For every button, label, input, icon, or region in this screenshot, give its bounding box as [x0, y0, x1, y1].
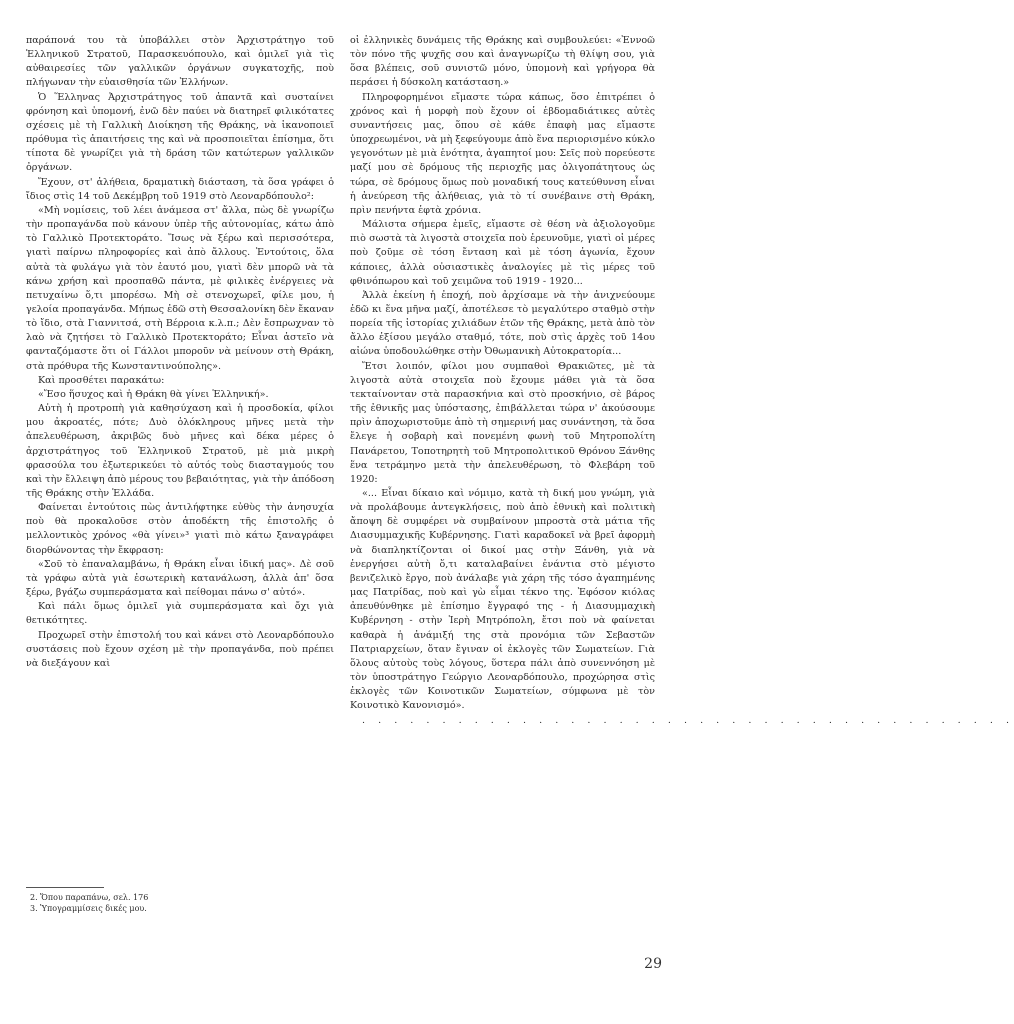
left-column-paragraph: Προχωρεῖ στὴν ἐπιστολή του καὶ κάνει στὸ Λεοναρδόπουλο συστάσεις ποὺ ἔχουν σχέση μὲ τὴν προπαγάνδα, ποὺ πρέπει νὰ διεξάγουν καὶ — [26, 629, 334, 669]
ellipsis-separator: . . . . . . . . . . . . . . . . . . . . . . . . . . . . . . . . . . . . . . . . . — [362, 714, 1014, 726]
right-column-paragraph: «... Εἶναι δίκαιο καὶ νόμιμο, κατὰ τὴ δική μου γνώμη, γιὰ νὰ προλάβουμε ἀντεγκλήσεις, ποὺ ἀπὸ ἐθνικὴ καὶ πολιτικὴ ἄποψη δὲ συμφέρει νὰ συμβαίνουν μπροστὰ στὰ μάτια τῆς Διασυμμαχικῆς Κυβέρνησης. Γιατὶ καραδοκεῖ νὰ βρεῖ ἀφορμὴ νὰ διαπληκτίζονται οἱ δικοί μας στὴν Ξάνθη, γιὰ νὰ ἐνεργήσει αὐτὴ ὅ,τι καταλαβαίνει ἐνάντια στὸ μέγιστο βενιζελικὸ ἔργο, ποὺ ἀνάλαβε γιὰ χάρη τῆς τόσο ἀγαπημένης μας Πατρίδας, ποὺ καὶ γὼ εἶμαι τέκνο της. Ἐφόσον κιόλας ἀπευθύνθηκε μὲ ἐπίσημο ἔγγραφό της - ἡ Διασυμμαχικὴ Κυβέρνηση - στὴν Ἱερὴ Μητρόπολη, ἔτσι ποὺ νὰ φαίνεται καθαρὰ ἡ ἀνάμιξή της στὰ προνόμια τῶν Σεβαστῶν Πατριαρχείων, ὅταν ἔγιναν οἱ ἐκλογὲς τῶν Σωματείων. Γιὰ ὅλους αὐτοὺς τοὺς λόγους, ὕστερα πάλι ἀπὸ συνεννόηση μὲ τὸν ὑποστράτηγο Γεώργιο Λεοναρδόπουλο, προχώρησα στὶς ἐκλογὲς τῶν Κοινοτικῶν Σωματείων, σύμφωνα μὲ τὸν Κοινοτικὸ Κανονισμό». — [350, 488, 655, 712]
right-column-paragraph: Μάλιστα σήμερα ἐμεῖς, εἴμαστε σὲ θέση νὰ ἀξιολογοῦμε πιὸ σωστὰ τὰ λιγοστὰ στοιχεῖα ποὺ ἐρευνοῦμε, γιατὶ οἱ μέρες ποὺ ζοῦμε σὲ τόση ἔνταση καὶ μὲ τόση ἀγωνία, ἔχουν κάποιες, ἀλλὰ οὐσιαστικὲς ἀναλογίες μὲ τὶς μέρες τοῦ φθινόπωρου καὶ τοῦ χειμῶνα τοῦ 1919 - 1920... — [350, 219, 655, 287]
left-column-paragraph: Ἔχουν, στ' ἀλήθεια, δραματικὴ διάσταση, τὰ ὅσα γράφει ὁ ἴδιος στὶς 14 τοῦ Δεκέμβρη τοῦ 1919 στὸ Λεοναρδόπουλο²: — [26, 176, 334, 202]
footnote-3: 3. Ὑπογραμμίσεις δικές μου. — [30, 904, 147, 913]
left-column-paragraph: παράπονά του τὰ ὑποβάλλει στὸν Ἀρχιστράτηγο τοῦ Ἑλληνικοῦ Στρατοῦ, Παρασκευόπουλο, καὶ ὁμιλεῖ γιὰ τὶς αὐθαιρεσίες τῶν γαλλικῶν ὀργάνων συγκατοχῆς, ποὺ πλήγωναν τὴν εὐαισθησία τῶν Ἑλλήνων. — [26, 35, 334, 89]
right-column-paragraph: Ἀλλὰ ἐκείνη ἡ ἐποχή, ποὺ ἀρχίσαμε νὰ τὴν ἀνιχνεύουμε ἐδῶ κι ἕνα μῆνα μαζί, ἀποτέλεσε τὸ μεγαλύτερο σταθμὸ στὴν πορεία τῆς ἱστορίας χιλιάδων ἐτῶν τῆς Θράκης, μετὰ ἀπὸ τὸν ἄλλο ἐξίσου μεγάλο σταθμό, τότε, ποὺ στὶς ἀρχὲς τοῦ 14ου αἰώνα ὑποδουλώθηκε στὴν Ὀθωμανικὴ Αὐτοκρατορία... — [350, 289, 655, 358]
left-column-paragraph: «Μὴ νομίσεις, τοῦ λέει ἀνάμεσα στ' ἄλλα, πὼς δὲ γνωρίζω τὴν προπαγάνδα ποὺ κάνουν ὑπὲρ τῆς αὐτονομίας, κάτω ἀπὸ τὸ Γαλλικὸ Προτεκτοράτο. Ἴσως νὰ ξέρω καὶ περισσότερα, γιατὶ παίρνω πληροφορίες καὶ ἀπὸ ἄλλους. Ἐντούτοις, ὅλα αὐτὰ τὰ φυλάγω γιὰ τὸν ἑαυτό μου, γιατὶ δὲν μπορῶ νὰ τὰ κάνω χρήση καὶ προσπαθῶ πάντα, μὲ φιλικὲς ἐνέργειες νὰ πετυχαίνω ὅ,τι μπορέσω. Μὴ σὲ στενοχωρεῖ, φίλε μου, ἡ γελοία προπαγάνδα. Μήπως ἐδῶ στὴ Θεσσαλονίκη δὲν ἔκαναν τὸ ἴδιο, στὰ Γιαννιτσά, στὴ Βέρροια κ.λ.π.; Δὲν ἔσπρωχναν τὸ λαὸ νὰ ζητήσει τὸ Γαλλικὸ Προτεκτοράτο; Εἶναι ἀστεῖο νὰ φανταζόμαστε ὅτι οἱ Γάλλοι μποροῦν νὰ μείνουν στὴ Θράκη, στὰ πρόθυρα τῆς Κωνσταντινούπολης». — [26, 204, 334, 372]
left-column-paragraph: «Ἔσο ἥσυχος καὶ ἡ Θράκη θὰ γίνει Ἑλληνική». — [38, 388, 269, 400]
footnotes — [30, 892, 320, 914]
footnote-rule — [26, 887, 104, 888]
left-column-paragraph: Φαίνεται ἐντούτοις πὼς ἀντιλήφτηκε εὐθὺς τὴν ἀνησυχία ποὺ θὰ προκαλοῦσε στὸν ἀποδέκτη τῆς ἐπιστολῆς ὁ μελλοντικὸς χρόνος «θὰ γίνει»³ γιατὶ πιὸ κάτω ξαναγράφει διορθώνοντας τὴν ἔκφραση: — [26, 502, 334, 556]
left-column-paragraph: Αὐτὴ ἡ προτροπὴ γιὰ καθησύχαση καὶ ἡ προσδοκία, φίλοι μου ἀκροατές, πότε; Δυὸ ὁλόκληρους μῆνες μετὰ τὴν ἀπελευθέρωση, ἀκριβῶς δυὸ μῆνες καὶ δέκα μέρες ὁ ἀρχιστράτηγος τοῦ Ἑλληνικοῦ Στρατοῦ, μὲ μιὰ μικρὴ φρασούλα του ἐξωτερικεύει τὸ αὐτός τοὺς διασταγμούς του καὶ τὴν ἔλλειψη ἀπὸ μέρους του βεβαιότητας, γιὰ τὴν ἀπόδοση τῆς Θράκης στὴν Ἑλλάδα. — [26, 403, 334, 499]
right-column-paragraph: Ἔτσι λοιπόν, φίλοι μου συμπαθοὶ Θρακιῶτες, μὲ τὰ λιγοστὰ αὐτὰ στοιχεῖα ποὺ ἔχουμε μάθει γιὰ τὰ ὅσα τεκταίνονταν στὰ παρασκήνια καὶ στὸ προσκήνιο, σὲ βάρος τῆς ἐθνικῆς μας ὑπόστασης, ἐπιβάλλεται τώρα ν' ἀκούσουμε πρὶν ἀποχωριστοῦμε ἀπὸ τὴ σημερινή μας συνάντηση, τὰ ὅσα ἔλεγε ἡ σοβαρὴ καὶ πονεμένη φωνὴ τοῦ Μητροπολίτη Πανάρετου, Τοποτηρητὴ τοῦ Μητροπολιτικοῦ Θρόνου Ξάνθης ἕνα τετράμηνο μετὰ τὴν ἀπελευθέρωση, τὸ Φλεβάρη τοῦ 1920: — [350, 360, 655, 485]
left-column-paragraph: Καὶ πάλι ὅμως ὁμιλεῖ γιὰ συμπεράσματα καὶ ὄχι γιὰ θετικότητες. — [26, 601, 334, 627]
page-number: 29 — [644, 956, 662, 972]
left-column-paragraph: Ὁ Ἕλληνας Ἀρχιστράτηγος τοῦ ἀπαντᾶ καὶ συσταίνει φρόνηση καὶ ὑπομονή, ἐνῶ δὲν παύει νὰ διατηρεῖ φιλικότατες σχέσεις μὲ τὴ Γαλλικὴ Διοίκηση τῆς Θράκης, νὰ ἱκανοποιεῖ πρόθυμα τὶς ἀπαιτήσεις της καὶ νὰ προσποιεῖται ἐπίσημα, ὅτι τίποτα δὲ γνωρίζει γιὰ τὴ δράση τῶν κατώτερων γαλλικῶν ὀργάνων. — [26, 91, 334, 174]
right-column-paragraph: Πληροφορημένοι εἴμαστε τώρα κάπως, ὅσο ἐπιτρέπει ὁ χρόνος καὶ ἡ μορφὴ ποὺ ἔχουν οἱ ἑβδομαδιάτικες αὐτὲς συναντήσεις μας, ὅπου σὲ κάθε ἐπαφὴ μας εἴμαστε ὑποχρεωμένοι, νὰ μὴ ξεφεύγουμε ἀπὸ ἕνα περιορισμένο κύκλο γεγονότων μὲ μιὰ ἑνότητα, ἀγαπητοί μου: Σεῖς ποὺ πορεύεστε μαζί μου σὲ δρόμους τῆς περιοχῆς μας ὀλιγοπάτητους ὡς τώρα, σὲ δρόμους ὅμως ποὺ μοναδική τους κατεύθυνση εἶναι ἡ ἀνεύρεση τῆς ἀλήθειας, γιὰ τὸ τί συνέβαινε στὴ Θράκη, πρὶν πενήντα ἑφτὰ χρόνια. — [350, 91, 655, 216]
footnote-2: 2. Ὅπου παραπάνω, σελ. 176 — [30, 893, 149, 902]
right-column-paragraph: οἱ ἑλληνικὲς δυνάμεις τῆς Θράκης καὶ συμβουλεύει: «Ἐννοῶ τὸν πόνο τῆς ψυχῆς σου καὶ ἀναγνωρίζω τὴ θλίψη σου, γιὰ ὅσα βλέπεις, σοῦ συνιστῶ μόνο, ὑπομονὴ καὶ γρήγορα θὰ περάσει ἡ δύσκολη κατάσταση.» — [350, 35, 655, 89]
left-column-paragraph: «Σοῦ τὸ ἐπαναλαμβάνω, ἡ Θράκη εἶναι ἰδική μας». Δὲ σοῦ τὰ γράφω αὐτὰ γιὰ ἐσωτερικὴ κατανάλωση, ἀλλὰ ἀπ' ὅσα ξέρω, βγάζω συμπεράσματα καὶ πείθομαι πάνω σ' αὐτό». — [26, 558, 334, 599]
left-column-paragraph: Καὶ προσθέτει παρακάτω: — [38, 374, 165, 386]
right-column — [350, 34, 1014, 728]
left-column — [26, 34, 334, 671]
right-column-paragraphs — [350, 34, 655, 714]
